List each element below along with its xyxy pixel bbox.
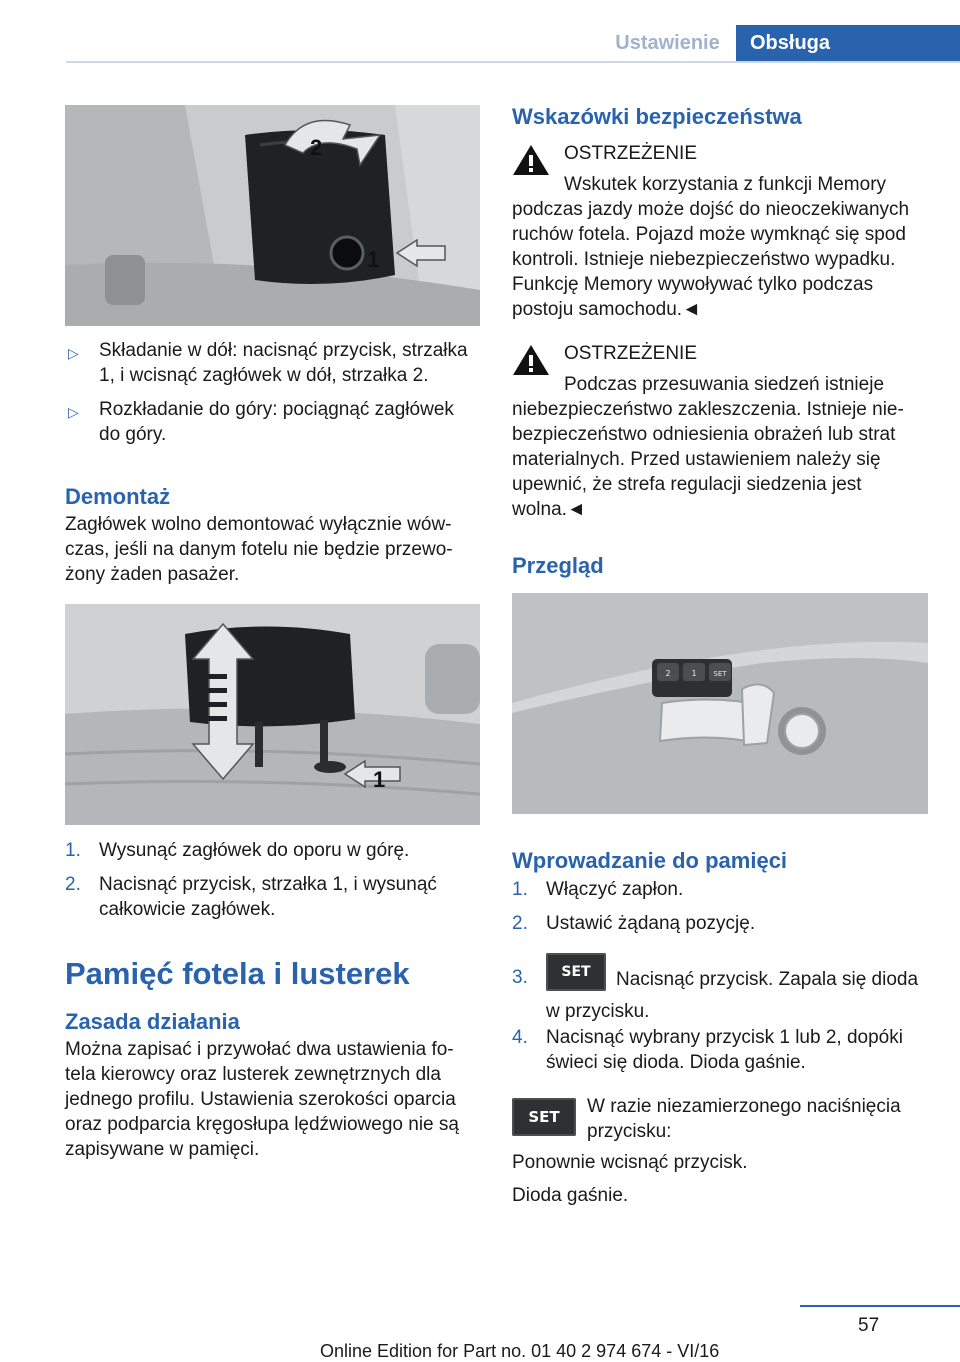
remove-steps-list — [65, 838, 480, 922]
figure-label-1: 1 — [373, 767, 386, 792]
list-item: 1. Wysunąć zagłówek do oporu w górę. — [65, 840, 410, 861]
figure-label-1: 1 — [367, 247, 380, 272]
list-item: 3. SET Nacisnąć przycisk. Zapala się dioda w przycisku. — [512, 953, 930, 1016]
warning-text-2: Podczas przesuwania siedzeń istnieje niebezpieczeństwo zakleszczenia. Istnieje nie-bezpieczeństwo odniesienia obrażeń lub strat materialnych. Przed ustawieniem należy się upewnić, że strefa regulacji siedzenia jest wolna.◄ — [512, 374, 904, 520]
header-tab-obsluga: Obsługa — [736, 25, 960, 61]
header-rule — [66, 61, 960, 63]
warning-block-2 — [512, 341, 930, 366]
note-text: W razie niezamierzonego naciśnięcia przycisku: — [587, 1096, 901, 1142]
set-button-icon: SET — [546, 953, 606, 991]
zasada-paragraph: Można zapisać i przywołać dwa ustawienia fo-tela kierowcy oraz lusterek zewnętrznych dla jednego profilu. Ustawienia szerokości oparcia oraz podparcia kręgosłupa lędźwiowego nie są zapisywane w pamięci. — [65, 1039, 459, 1160]
save-steps-list — [512, 877, 930, 1075]
warning-triangle-icon — [512, 143, 550, 177]
page-number: 57 — [858, 1315, 880, 1336]
section-heading-zasada: Zasada działania — [65, 1009, 240, 1034]
demontaz-paragraph: Zagłówek wolno demontować wyłącznie wów-czas, jeśli na danym fotelu nie będzie przewo-żony żaden pasażer. — [65, 514, 453, 585]
list-item: 2. Nacisnąć przycisk, strzałka 1, i wysunąć całkowicie zagłówek. — [65, 874, 437, 920]
list-item: 1. Włączyć zapłon. — [512, 879, 684, 900]
section-heading-save: Wprowadzanie do pamięci — [512, 848, 788, 873]
footer-rule — [800, 1305, 960, 1307]
left-column — [65, 105, 480, 1162]
set-button-icon: SET — [512, 1098, 576, 1136]
triangle-bullet-icon: ▷ — [68, 345, 79, 361]
warning-triangle-icon — [512, 343, 550, 377]
list-item: ▷ Składanie w dół: nacisnąć przycisk, strzałka 1, i wcisnąć zagłówek w dół, strzałka 2. — [68, 340, 468, 386]
right-column — [512, 100, 930, 1208]
warning-block-1 — [512, 141, 930, 166]
warning-text-1: Wskutek korzystania z funkcji Memory podczas jazdy może dojść do nieoczekiwanych ruchów fotela. Pojazd może wymknąć się spod kontroli. Istnieje niebezpieczeństwo wypadku. Funkcję Memory wywoływać tylko podczas postoju samochodu.◄ — [512, 174, 910, 320]
figure-label-2: 2 — [310, 135, 323, 160]
section-heading-safety: Wskazówki bezpieczeństwa — [512, 104, 802, 129]
set-button-label: SET — [713, 670, 727, 678]
list-item: ▷ Rozkładanie do góry: pociągnąć zagłówek do góry. — [68, 399, 454, 445]
memory-button-1: 1 — [691, 669, 697, 678]
fold-list — [65, 338, 480, 447]
after-step-1: Ponownie wcisnąć przycisk. — [512, 1152, 748, 1173]
footer-edition: Online Edition for Part no. 01 40 2 974 674 - VI/16 — [320, 1341, 720, 1361]
seat-controls-figure — [512, 593, 928, 814]
after-step-2: Dioda gaśnie. — [512, 1185, 629, 1206]
headrest-fold-figure — [65, 105, 480, 326]
headrest-removal-figure — [65, 604, 480, 825]
section-heading-demontaz: Demontaż — [65, 484, 171, 509]
memory-button-2: 2 — [665, 669, 671, 678]
warning-title: OSTRZEŻENIE — [564, 343, 698, 364]
list-item: 4. Nacisnąć wybrany przycisk 1 lub 2, dopóki świeci się dioda. Dioda gaśnie. — [512, 1027, 903, 1073]
chapter-title-pamiec: Pamięć fotela i lusterek — [65, 956, 410, 991]
note-block — [512, 1094, 930, 1144]
section-heading-przeglad: Przegląd — [512, 553, 604, 578]
triangle-bullet-icon: ▷ — [68, 404, 79, 420]
header-tab-ustawienie: Ustawienie — [615, 32, 720, 54]
list-item: 2. Ustawić żądaną pozycję. — [512, 913, 756, 934]
warning-title: OSTRZEŻENIE — [564, 143, 698, 164]
